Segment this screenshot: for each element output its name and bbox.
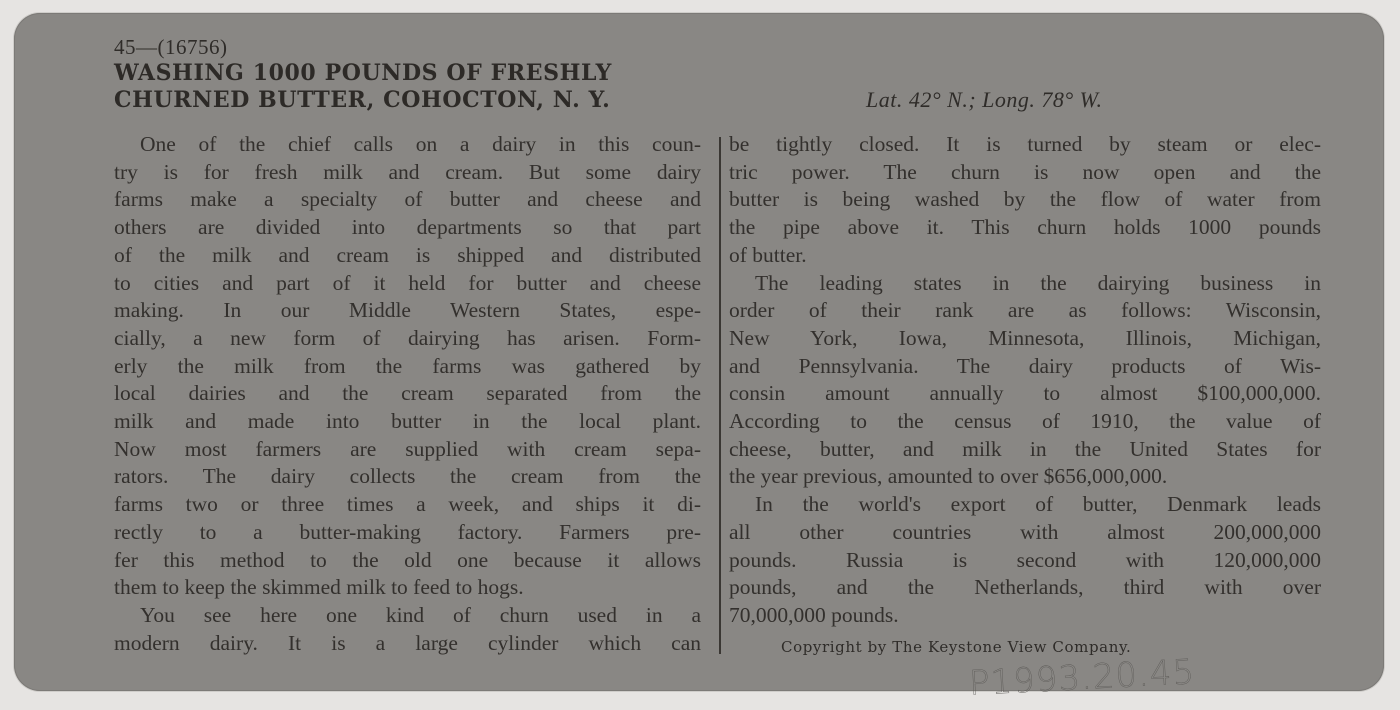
text-line: cially, a new form of dairying has arisen. Form-: [114, 325, 701, 350]
text-line: New York, Iowa, Minnesota, Illinois, Michigan,: [729, 325, 1321, 350]
text-line: fer this method to the old one because it allows: [114, 547, 701, 572]
text-line: order of their rank are as follows: Wisconsin,: [729, 298, 1321, 323]
coordinates: Lat. 42° N.; Long. 78° W.: [866, 87, 1103, 112]
text-line: erly the milk from the farms was gathered by: [114, 353, 701, 378]
text-line: be tightly closed. It is turned by steam or elec-: [729, 132, 1321, 156]
text-line: rectly to a butter-making factory. Farmers pre-: [114, 519, 701, 544]
text-line: try is for fresh milk and cream. But some dairy: [114, 159, 701, 184]
text-line: of the milk and cream is shipped and distributed: [114, 242, 701, 267]
text-line: making. In our Middle Western States, espe-: [114, 298, 701, 323]
title-line: WASHING 1000 POUNDS OF FRESHLY: [114, 60, 612, 86]
text-line: farms two or three times a week, and ships it di-: [114, 492, 701, 517]
text-line: The leading states in the dairying business in: [755, 270, 1321, 295]
catalog-number: 45—(16756): [114, 35, 228, 59]
text-line: Now most farmers are supplied with cream sepa-: [114, 436, 701, 461]
text-line: the pipe above it. This churn holds 1000 pounds: [729, 215, 1321, 240]
card-title: [114, 60, 734, 114]
handwritten-inventory-number: P1993.20.45: [968, 652, 1197, 704]
text-line: In the world's export of butter, Denmark leads: [755, 492, 1321, 517]
text-line: milk and made into butter in the local plant.: [114, 409, 701, 434]
text-line: and Pennsylvania. The dairy products of Wis-: [729, 353, 1321, 378]
text-line: You see here one kind of churn used in a: [140, 602, 701, 627]
text-column-left: [114, 131, 701, 657]
text-line: modern dairy. It is a large cylinder which can: [114, 630, 701, 655]
text-line: cheese, butter, and milk in the United States for: [729, 436, 1321, 461]
text-line: According to the census of 1910, the value of: [729, 409, 1321, 434]
text-line: local dairies and the cream separated from the: [114, 381, 701, 406]
text-line: the year previous, amounted to over $656,000,000.: [729, 464, 1168, 489]
text-line: pounds, and the Netherlands, third with over: [729, 575, 1321, 600]
text-line: them to keep the skimmed milk to feed to hogs.: [114, 575, 524, 600]
text-line: 70,000,000 pounds.: [729, 602, 899, 627]
column-divider: [719, 137, 721, 654]
text-line: consin amount annually to almost $100,000,000.: [729, 381, 1321, 406]
text-line: all other countries with almost 200,000,000: [729, 519, 1321, 544]
text-line: others are divided into departments so that part: [114, 215, 701, 240]
text-line: pounds. Russia is second with 120,000,000: [729, 547, 1321, 572]
text-line: farms make a specialty of butter and cheese and: [114, 187, 701, 212]
text-line: One of the chief calls on a dairy in this coun-: [140, 132, 701, 156]
text-line: rators. The dairy collects the cream from the: [114, 464, 701, 489]
text-line: to cities and part of it held for butter and cheese: [114, 270, 701, 295]
text-line: butter is being washed by the flow of water from: [729, 187, 1321, 212]
stereograph-card-back: [14, 13, 1384, 704]
text-line: of butter.: [729, 242, 807, 267]
text-line: tric power. The churn is now open and the: [729, 159, 1321, 184]
title-line: CHURNED BUTTER, COHOCTON, N. Y.: [114, 87, 611, 113]
copyright-notice: Copyright by The Keystone View Company.: [781, 638, 1132, 656]
text-column-right: [729, 131, 1321, 630]
